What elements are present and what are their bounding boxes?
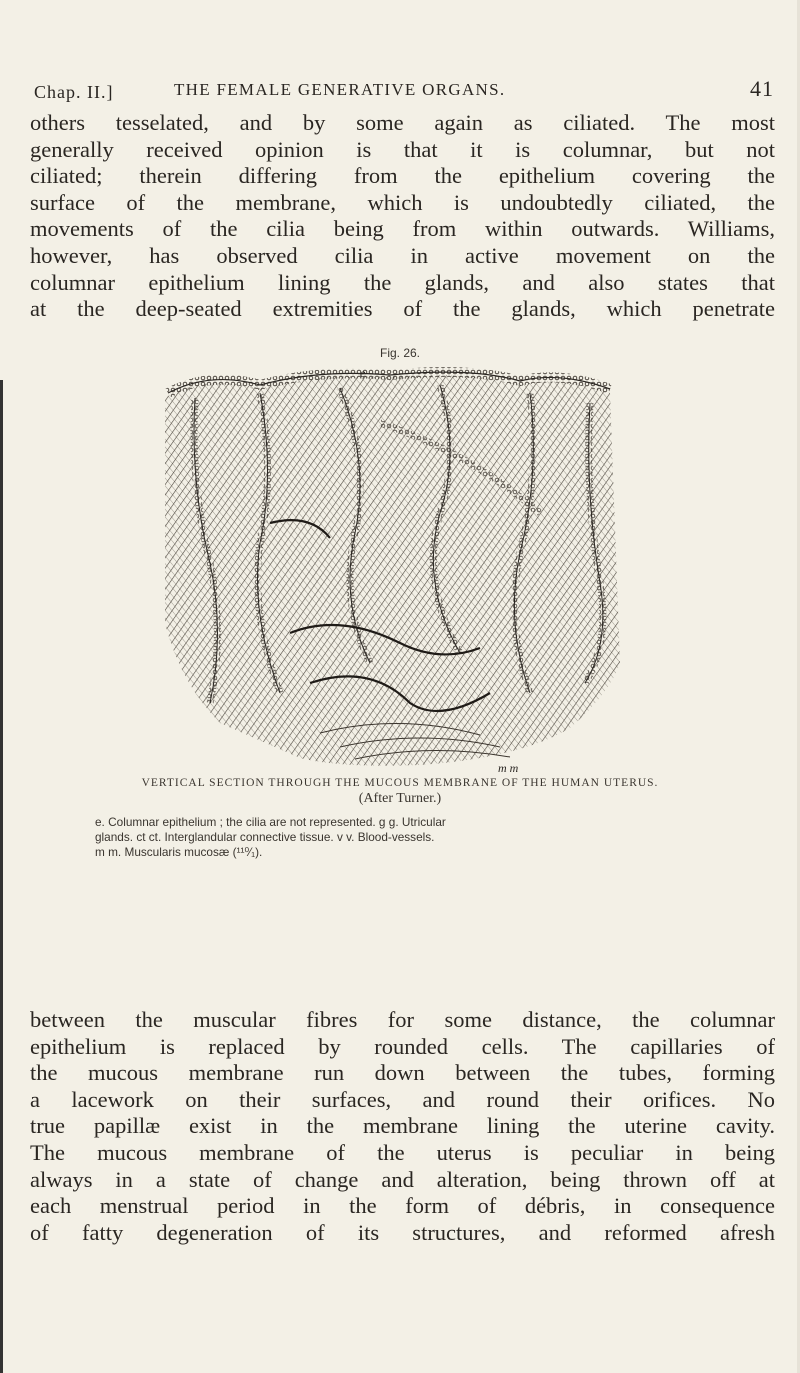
legend-line: glands. ct ct. Interglandular connective tissue. v v. Blood-vessels. <box>95 830 435 844</box>
legend-line: m m. Muscularis mucosæ (¹¹⁰⁄₁). <box>95 845 263 859</box>
text-line: columnar epithelium lining the glands, and also states that <box>30 269 775 295</box>
text-line: generally received opinion is that it is columnar, but not <box>30 136 775 162</box>
text-line: others tesselated, and by some again as ciliated. The most <box>30 110 775 135</box>
running-head <box>34 78 774 108</box>
text-line: of fatty degeneration of its structures, and reformed afresh <box>30 1219 775 1245</box>
binding-edge <box>0 380 3 1373</box>
text-line: epithelium is replaced by rounded cells. The capillaries of <box>30 1033 775 1059</box>
text-line: ciliated; therein differing from the epithelium covering the <box>30 163 775 189</box>
text-line: movements of the cilia being from within outwards. Williams, <box>30 216 775 242</box>
text-line: between the muscular fibres for some distance, the columnar <box>30 1007 775 1032</box>
figure-number: Fig. 26. <box>379 346 421 360</box>
label-e: e <box>360 366 366 380</box>
chapter-label: Chap. II.] <box>34 82 114 102</box>
running-title: THE FEMALE GENERATIVE ORGANS. <box>174 80 506 99</box>
text-line: at the deep-seated extremities of the glands, which penetrate <box>30 296 775 322</box>
text-line: true papillæ exist in the membrane lining the uterine cavity. <box>30 1113 775 1139</box>
legend-line: e. Columnar epithelium ; the cilia are not represented. g g. Utricular <box>95 815 446 829</box>
paragraph-top <box>30 110 775 323</box>
text-line: a lacework on their surfaces, and round their orifices. No <box>30 1086 775 1112</box>
figure-credit: (After Turner.) <box>358 791 442 806</box>
text-line: however, has observed cilia in active movement on the <box>30 242 775 268</box>
text-line: the mucous membrane run down between the tubes, forming <box>30 1060 775 1086</box>
histology-illustration <box>140 363 660 775</box>
text-line: The mucous membrane of the uterus is peculiar in being <box>30 1139 775 1165</box>
uterus-section-drawing <box>140 363 660 775</box>
page-number: 41 <box>750 76 774 101</box>
figure-caption-title: VERTICAL SECTION THROUGH THE MUCOUS MEMBRANE OF THE HUMAN UTERUS. <box>141 777 659 789</box>
text-line: surface of the membrane, which is undoubtedly ciliated, the <box>30 189 775 215</box>
figure-legend <box>95 815 715 860</box>
text-line: always in a state of change and alteration, being thrown off at <box>30 1166 775 1192</box>
paragraph-bottom <box>30 1007 775 1246</box>
label-mm: m m <box>498 761 519 775</box>
text-line: each menstrual period in the form of débris, in consequence <box>30 1193 775 1219</box>
